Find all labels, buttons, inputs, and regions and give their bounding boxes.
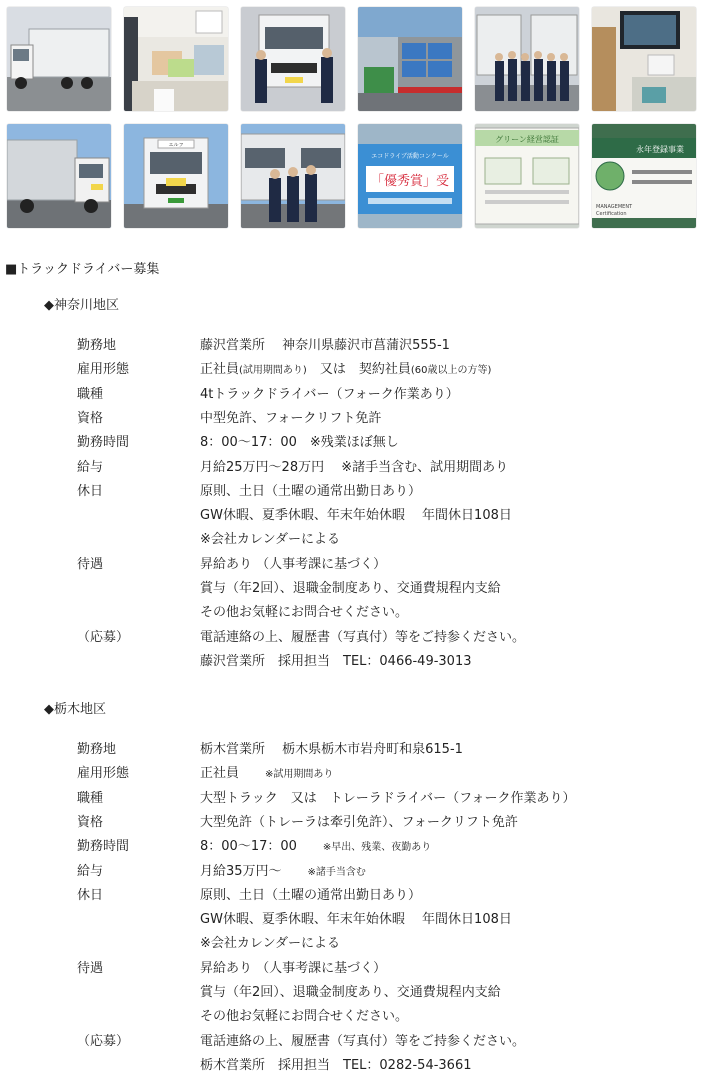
job-detail-row: [0, 650, 708, 670]
job-detail-label: 休日: [77, 483, 104, 499]
job-detail-row: [0, 456, 708, 476]
gallery-photo-truck-side[interactable]: [7, 124, 111, 228]
job-detail-value: [200, 762, 333, 781]
job-detail-row: [0, 835, 708, 855]
job-detail-label: 勤務時間: [77, 839, 130, 855]
job-detail-row: [0, 480, 708, 500]
gallery-photo-white-truck[interactable]: [7, 7, 111, 111]
job-detail-value-part: ※会社カレンダーによる: [200, 532, 341, 548]
job-detail-row: [0, 504, 708, 524]
job-detail-value-part: 原則、土日（土曜の通常出勤日あり）: [200, 887, 422, 903]
job-detail-row: [0, 787, 708, 807]
job-detail-value-part: 月給35万円～: [200, 863, 308, 879]
job-detail-row: [0, 908, 708, 928]
job-detail-value-part: 栃木営業所 栃木県栃木市岩舟町和泉615-1: [200, 742, 463, 757]
forever-management-text: MANAGEMENT: [596, 204, 633, 210]
job-detail-value: [200, 528, 340, 547]
job-detail-value-part: 賞与（年2回）、退職金制度あり、交通費規程内支給: [200, 581, 501, 596]
job-detail-value-part: ※諸手当含む: [307, 866, 366, 878]
job-detail-row: [0, 601, 708, 621]
job-detail-value: [200, 738, 463, 757]
forklift-loading-image: [358, 7, 462, 111]
job-detail-value: [200, 407, 381, 426]
job-detail-value: [200, 334, 450, 353]
job-detail-value-part: 正社員: [200, 766, 266, 782]
job-detail-row: [0, 762, 708, 782]
white-truck-image: [7, 7, 111, 111]
job-detail-row: [0, 626, 708, 646]
job-detail-row: [0, 1054, 708, 1074]
job-detail-value: [200, 1054, 472, 1073]
job-detail-row: [0, 932, 708, 952]
job-detail-row: [0, 738, 708, 758]
job-detail-value: [200, 601, 408, 620]
job-detail-value-part: GW休暇、夏季休暇、年末年始休暇 年間休日108日: [200, 508, 512, 524]
job-detail-value-part: その他お気軽にお問合せください。: [200, 605, 409, 621]
job-detail-value: [200, 431, 399, 450]
job-detail-label: 職種: [77, 790, 104, 806]
job-detail-value: [200, 456, 508, 475]
job-detail-row: [0, 358, 708, 378]
eco-award-title: エコドライブ活動コンクール: [371, 153, 449, 160]
job-detail-label: 資格: [77, 814, 104, 830]
job-detail-value-part: 又は 契約社員: [306, 362, 411, 378]
gallery-photo-forklift[interactable]: [358, 7, 462, 111]
job-detail-label: （応募）: [77, 1033, 130, 1049]
job-detail-label: 待遇: [77, 556, 104, 572]
job-detail-value-part: 電話連絡の上、履歴書（写真付）等をご持参ください。: [200, 1033, 526, 1049]
monitor-room-image: [592, 7, 696, 111]
three-drivers-image: [241, 124, 345, 228]
job-detail-value: [200, 626, 525, 645]
gallery-photo-monitor-room[interactable]: [592, 7, 696, 111]
eco-award-sign-image: [358, 124, 462, 228]
job-detail-value-part: ※会社カレンダーによる: [200, 936, 341, 952]
recruitment-heading: ■トラックドライバー募集: [5, 262, 160, 277]
truck-side-image: [7, 124, 111, 228]
job-detail-value-part: 4tトラックドライバー（フォーク作業あり）: [200, 386, 459, 402]
gallery-photo-office[interactable]: [124, 7, 228, 111]
job-detail-value-part: 月給25万円～28万円 ※諸手当含む、試用期間あり: [200, 459, 509, 475]
job-detail-value: [200, 650, 472, 669]
job-detail-value: [200, 553, 386, 572]
job-detail-label: 待遇: [77, 960, 104, 976]
job-detail-row: [0, 407, 708, 427]
job-detail-value-part: ※早出、残業、夜勤あり: [322, 842, 432, 854]
gallery-photo-drivers-three[interactable]: [241, 124, 345, 228]
job-detail-value-part: ※試用期間あり: [265, 769, 334, 781]
job-detail-row: [0, 553, 708, 573]
job-detail-label: 雇用形態: [77, 362, 130, 378]
job-detail-value-part: 昇給あり （人事考課に基づく）: [200, 960, 387, 976]
job-detail-value: [200, 932, 340, 951]
job-detail-value-part: (試用期間あり): [239, 365, 307, 377]
job-detail-value-part: その他お気軽にお問合せください。: [200, 1009, 409, 1025]
job-detail-label: 給与: [77, 459, 104, 475]
job-detail-value-part: 賞与（年2回）、退職金制度あり、交通費規程内支給: [200, 985, 501, 1000]
green-management-cert-image: [475, 124, 579, 228]
job-detail-value-part: 8：00～17：00: [200, 839, 323, 855]
forever-title: 永年登録事業: [636, 145, 684, 154]
job-detail-row: [0, 1005, 708, 1025]
job-detail-row: [0, 860, 708, 880]
job-detail-row: [0, 528, 708, 548]
job-detail-label: 資格: [77, 410, 104, 426]
truck-sign-text: エルフ: [168, 142, 184, 149]
section-title: ◆神奈川地区: [44, 298, 119, 313]
job-detail-value-part: GW休暇、夏季休暇、年末年始休暇 年間休日108日: [200, 912, 512, 928]
job-detail-value: [200, 811, 518, 830]
job-detail-row: [0, 577, 708, 597]
job-detail-label: 勤務地: [77, 338, 117, 353]
job-detail-row: [0, 884, 708, 904]
gallery-photo-eco-award[interactable]: [358, 124, 462, 228]
job-detail-value: [200, 835, 431, 854]
job-detail-value: [200, 957, 386, 976]
job-detail-label: 雇用形態: [77, 766, 130, 782]
job-detail-value-part: 中型免許、フォークリフト免許: [200, 410, 382, 426]
job-detail-value: [200, 981, 501, 1000]
office-image: [124, 7, 228, 111]
team-with-trucks-image: [475, 7, 579, 111]
job-detail-label: 職種: [77, 386, 104, 402]
job-detail-value: [200, 577, 501, 596]
job-detail-label: 給与: [77, 863, 104, 879]
job-detail-value: [200, 884, 421, 903]
job-detail-row: [0, 981, 708, 1001]
job-detail-value-part: 正社員: [200, 362, 240, 378]
gallery-photo-team-trucks[interactable]: [475, 7, 579, 111]
job-detail-label: 勤務地: [77, 742, 117, 757]
job-detail-row: [0, 957, 708, 977]
job-detail-row: [0, 334, 708, 354]
gallery-photo-green-cert[interactable]: [475, 124, 579, 228]
job-detail-value: [200, 860, 366, 879]
truck-front-image: [124, 124, 228, 228]
job-detail-value: [200, 1030, 525, 1049]
green-cert-title: グリーン経営認証: [495, 135, 559, 144]
job-detail-value: [200, 480, 421, 499]
job-detail-value-part: (60歳以上の方等): [410, 365, 492, 377]
job-detail-value: [200, 787, 575, 806]
job-detail-value: [200, 358, 491, 377]
job-detail-value-part: 栃木営業所 採用担当 TEL：0282-54-3661: [200, 1057, 472, 1073]
job-detail-value-part: 昇給あり （人事考課に基づく）: [200, 556, 387, 572]
job-detail-value: [200, 908, 512, 927]
eco-award-prize: 「優秀賞」受: [370, 174, 450, 189]
forever-certification-text: Certification: [596, 211, 627, 217]
section-title: ◆栃木地区: [44, 702, 106, 717]
job-detail-value-part: 大型免許（トレーラは牽引免許）、フォークリフト免許: [200, 814, 518, 830]
job-detail-value: [200, 383, 459, 402]
job-detail-row: [0, 383, 708, 403]
job-detail-value-part: 8：00～17：00 ※残業ほぼ無し: [200, 435, 399, 451]
forever-registration-plaque-image: [592, 124, 696, 228]
gallery-photo-drivers-truck[interactable]: [241, 7, 345, 111]
gallery-photo-truck-front[interactable]: [124, 124, 228, 228]
job-detail-label: 勤務時間: [77, 435, 130, 451]
job-detail-row: [0, 811, 708, 831]
job-detail-value: [200, 1005, 408, 1024]
job-detail-label: （応募）: [77, 629, 130, 645]
job-detail-label: 休日: [77, 887, 104, 903]
job-detail-value-part: 電話連絡の上、履歴書（写真付）等をご持参ください。: [200, 629, 526, 645]
job-detail-value-part: 大型トラック 又は トレーラドライバー（フォーク作業あり）: [200, 790, 576, 806]
job-detail-row: [0, 431, 708, 451]
drivers-with-truck-image: [241, 7, 345, 111]
job-detail-value-part: 原則、土日（土曜の通常出勤日あり）: [200, 483, 422, 499]
job-detail-value: [200, 504, 512, 523]
job-detail-row: [0, 1030, 708, 1050]
gallery-photo-forever-registration[interactable]: [592, 124, 696, 228]
job-detail-value-part: 藤沢営業所 採用担当 TEL：0466-49-3013: [200, 653, 472, 669]
job-detail-value-part: 藤沢営業所 神奈川県藤沢市菖蒲沢555-1: [200, 338, 450, 353]
